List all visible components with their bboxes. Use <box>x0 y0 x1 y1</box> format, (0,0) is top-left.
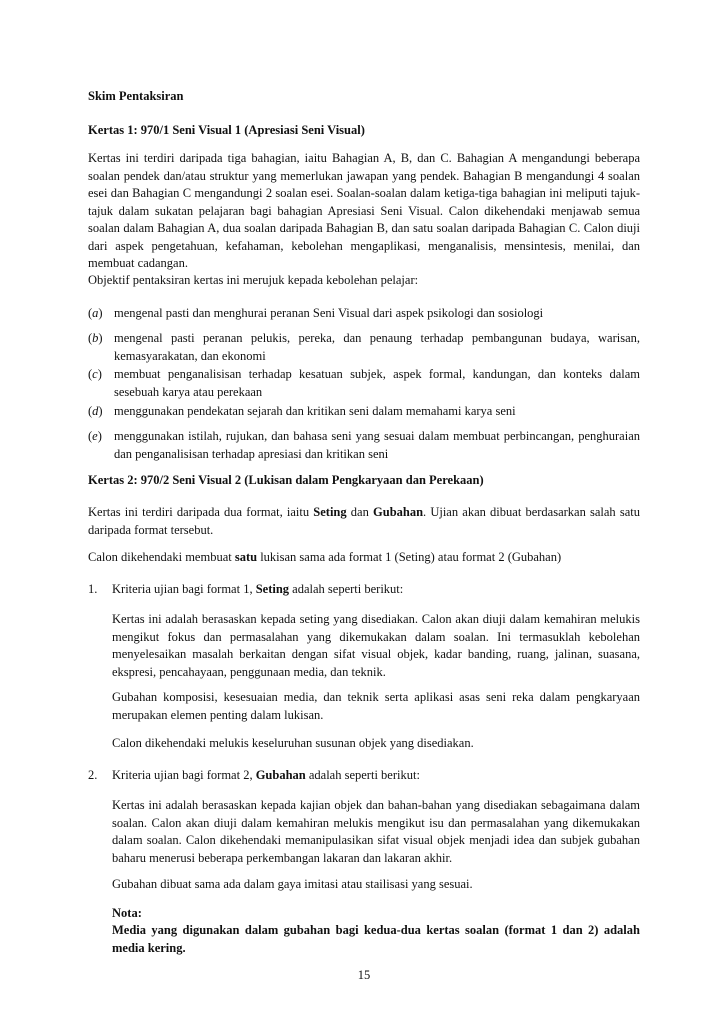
objective-item-e <box>88 428 640 463</box>
objective-item-c <box>88 366 640 401</box>
objective-text: menggunakan pendekatan sejarah dan kritikan seni dalam memahami karya seni <box>114 404 516 418</box>
format2-para1: Kertas ini adalah berasaskan kepada kajian objek dan bahan-bahan yang disediakan sebagaimana dalam soalan. Calon akan diuji dalam kemahiran melukis mengikut isu dan permasalahan yang dikemukakan dalam soalan. Calon dikehendaki memanipulasikan sifat visual objek menjadi idea dan subjek gubahan baharu menerusi beberapa perkembangan lakaran dan lakaran akhir. <box>112 798 640 865</box>
note-text: Media yang digunakan dalam gubahan bagi kedua-dua kertas soalan (format 1 dan 2) adalah media kering. <box>112 923 640 955</box>
format1-para1: Kertas ini adalah berasaskan kepada seting yang disediakan. Calon akan diuji dalam kemahiran melukis mengikut fokus dan permasalahan yang dikemukakan dalam soalan. Ini termasuklah kebolehan menyelesaikan masalah berkaitan dengan sifat visual objek, kadar banding, ruang, jalinan, suasana, ekspresi, pencahayaan, penggunaan media, dan teknik. <box>112 612 640 679</box>
paper2-choice: Calon dikehendaki membuat satu lukisan sama ada format 1 (Seting) atau format 2 (Gubahan) <box>88 550 562 564</box>
objective-label: (d) <box>88 404 103 418</box>
objective-item-a <box>88 305 640 323</box>
section-heading: Skim Pentaksiran <box>88 89 184 103</box>
page-number: 15 <box>357 968 371 982</box>
format2-para2: Gubahan dibuat sama ada dalam gaya imitasi atau stailisasi yang sesuai. <box>112 877 473 891</box>
objective-item-b <box>88 330 640 365</box>
objective-item-d <box>88 403 640 421</box>
paper2-intro: Kertas ini terdiri daripada dua format, iaitu Seting dan Gubahan. Ujian akan dibuat berdasarkan salah satu daripada format tersebut. <box>88 505 640 537</box>
format1-para3: Calon dikehendaki melukis keseluruhan susunan objek yang disediakan. <box>112 736 474 750</box>
format1-item <box>88 581 640 599</box>
objective-intro: Objektif pentaksiran kertas ini merujuk kepada kebolehan pelajar: <box>88 273 419 287</box>
format1-para2: Gubahan komposisi, kesesuaian media, dan teknik serta aplikasi asas seni reka dalam pengkaryaan merupakan elemen penting dalam lukisan. <box>112 690 640 722</box>
note-title: Nota: <box>112 906 142 920</box>
paper1-description: Kertas ini terdiri daripada tiga bahagian, iaitu Bahagian A, B, dan C. Bahagian A mengandungi beberapa soalan pendek dan/atau struktur yang memerlukan jawapan yang pendek. Bahagian B mengandungi 4 soalan esei dan Bahagian C mengandungi 2 soalan esei. Soalan-soalan dalam ketiga-tiga bahagian ini meliputi tajuk-tajuk dalam sukatan pelajaran bagi bahagian Apresiasi Seni Visual. Calon dikehendaki menjawab semua soalan dalam Bahagian A, dua soalan daripada Bahagian B, dan satu soalan daripada Bahagian C. Calon diuji dari aspek pengetahuan, kefahaman, kebolehan mengaplikasi, menganalisis, mensintesis, menilai, dan membuat cadangan. <box>88 151 640 270</box>
format2-number: 2. <box>88 768 98 782</box>
objective-text: membuat penganalisisan terhadap kesatuan subjek, aspek formal, kandungan, dan konteks dalam sesebuah karya atau perekaan <box>114 367 640 399</box>
format2-lead: Kriteria ujian bagi format 2, Gubahan adalah seperti berikut: <box>112 768 420 782</box>
format2-item <box>88 767 640 785</box>
gubahan-term: Gubahan <box>373 505 424 519</box>
satu-term: satu <box>234 550 258 564</box>
objective-text: mengenal pasti dan menghurai peranan Seni Visual dari aspek psikologi dan sosiologi <box>114 306 544 320</box>
seting-term: Seting <box>313 505 347 519</box>
objective-label: (e) <box>88 429 102 443</box>
format1-lead: Kriteria ujian bagi format 1, Seting adalah seperti berikut: <box>112 582 404 596</box>
objective-label: (c) <box>88 367 102 381</box>
objective-text: menggunakan istilah, rujukan, dan bahasa seni yang sesuai dalam membuat perbincangan, penghuraian dan penganalisisan terhadap apresiasi dan kritikan seni <box>114 429 640 461</box>
objective-label: (a) <box>88 306 103 320</box>
paper1-title: Kertas 1: 970/1 Seni Visual 1 (Apresiasi Seni Visual) <box>88 123 365 137</box>
paper2-title: Kertas 2: 970/2 Seni Visual 2 (Lukisan dalam Pengkaryaan dan Perekaan) <box>88 473 484 487</box>
format1-number: 1. <box>88 582 98 596</box>
objective-text: mengenal pasti peranan pelukis, pereka, dan penaung terhadap pembangunan budaya, warisan, kemasyarakatan, dan ekonomi <box>114 331 640 363</box>
objective-label: (b) <box>88 331 103 345</box>
